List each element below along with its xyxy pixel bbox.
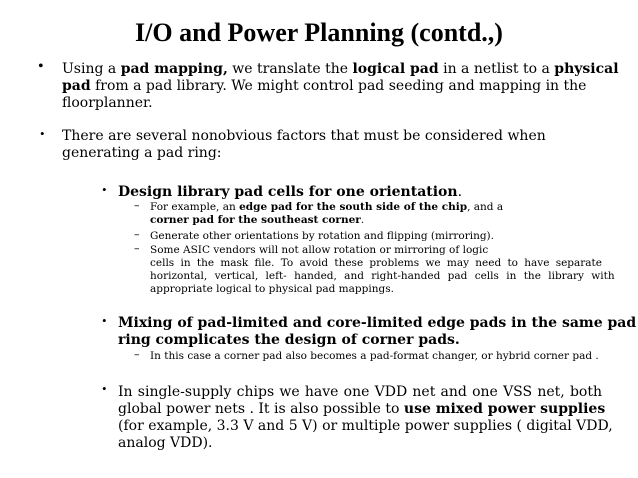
text-run: For example, an: [150, 201, 240, 213]
text-run: .: [360, 214, 365, 226]
text-run: , and a: [467, 201, 504, 213]
keyword-pad-mapping: pad mapping,: [120, 61, 228, 77]
text-line: appropriate logical to physical pad mappings.: [150, 283, 394, 295]
bullet-text: [118, 315, 637, 349]
text-run: in a netlist to a: [438, 61, 555, 77]
page-title: I/O and Power Planning (contd.,): [135, 18, 503, 47]
text-run: we translate the: [227, 61, 353, 77]
text-run: .: [457, 184, 463, 200]
keyword-corner-pad: corner pad for the southeast corner: [150, 214, 361, 226]
text-line: There are several nonobvious factors that must be considered when: [62, 128, 546, 144]
text-run: global power nets . It is also possible to: [118, 401, 404, 417]
bullet-text: [118, 384, 613, 452]
sub-item-orientation-example: [150, 201, 602, 227]
text-line: analog VDD).: [118, 435, 213, 451]
sub-item-corner-pad-changer: In this case a corner pad also becomes a pad-format changer, or hybrid corner pad .: [150, 350, 599, 362]
keyword-pad: pad: [62, 78, 91, 94]
bullet-dot: •: [102, 313, 107, 328]
keyword-physical: physical: [554, 61, 619, 77]
sub-item-generate-orientations: Generate other orientations by rotation and flipping (mirroring).: [150, 230, 494, 242]
text-run: Using a: [62, 61, 121, 77]
keyword-design-library: Design library pad cells for one orientation: [118, 184, 458, 200]
dash-marker: –: [134, 242, 140, 255]
text-line: floorplanner.: [62, 95, 153, 111]
bullet-dot: •: [40, 126, 45, 141]
dash-marker: –: [134, 199, 140, 212]
bullet-dot: •: [38, 58, 44, 75]
text-line: generating a pad ring:: [62, 145, 222, 161]
dash-marker: –: [134, 228, 140, 241]
text-line: (for example, 3.3 V and 5 V) or multiple power supplies ( digital VDD,: [118, 418, 613, 434]
text-run: from a pad library. We might control pad seeding and mapping in the: [90, 78, 587, 94]
text-line: Some ASIC vendors will not allow rotation or mirroring of logic: [150, 244, 489, 256]
keyword-logical-pad: logical pad: [352, 61, 439, 77]
text-line: In single-supply chips we have one VDD net and one VSS net, both: [118, 384, 602, 400]
bullet-dot: •: [102, 381, 107, 396]
bullet-text: [62, 128, 582, 162]
sub-item-asic-vendors: [150, 244, 615, 296]
text-line: horizontal, vertical, left- handed, and right-handed pad cells in the library with: [150, 270, 615, 282]
dash-marker: –: [134, 348, 140, 361]
bullet-text: [62, 61, 619, 112]
text-line: cells in the mask file. To avoid these problems we may need to have separate: [150, 257, 602, 269]
text-line: ring complicates the design of corner pads.: [118, 332, 460, 348]
bullet-text: [118, 184, 598, 201]
keyword-edge-pad: edge pad for the south side of the chip: [239, 201, 468, 213]
bullet-dot: •: [102, 182, 107, 197]
text-line: Mixing of pad-limited and core-limited edge pads in the same pad: [118, 315, 637, 331]
keyword-mixed-power: use mixed power supplies: [403, 401, 606, 417]
